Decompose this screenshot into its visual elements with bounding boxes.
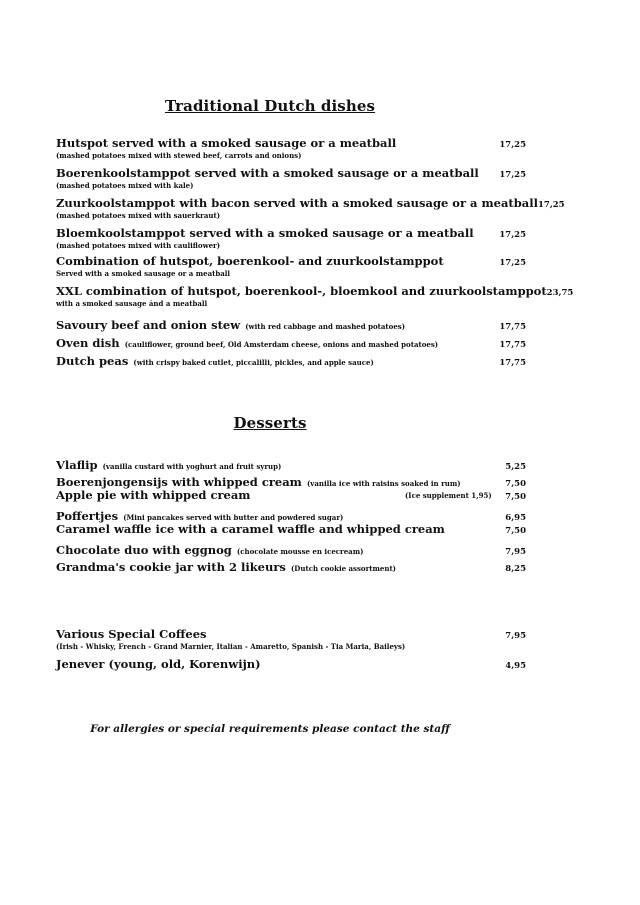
item-price: 17,75 [499,340,526,350]
item-price: 7,95 [505,631,526,641]
item-name: Apple pie with whipped cream [56,488,251,502]
item-description: (Dutch cookie assortment) [291,564,396,573]
menu-item [56,350,526,368]
item-name: Boerenjongensijs with whipped cream [56,475,302,489]
item-price: 17,25 [499,140,526,150]
item-name: Hutspot served with a smoked sausage or a meatball [56,136,397,150]
menu-item [56,454,526,471]
item-description: (vanilla custard with yoghurt and fruit syrup) [102,462,282,471]
item-price: 17,25 [499,170,526,180]
item-price: 17,25 [537,200,565,210]
item-price: 7,50 [505,526,526,536]
menu-item [56,284,574,314]
menu-item [56,314,526,332]
item-description: (chocolate mousse en icecream) [236,547,364,556]
item-name: Savoury beef and onion stew [56,318,241,332]
item-description: (Mini pancakes served with butter and powdered sugar) [123,513,344,522]
item-name: Various Special Coffees [56,627,207,641]
menu-item [56,488,526,505]
item-description: (cauliflower, ground beef, Old Amsterdam cheese, onions and mashed potatoes) [124,340,439,349]
item-price: 17,75 [499,322,526,332]
item-price: 6,95 [505,513,526,523]
item-price: 7,50 [505,479,526,489]
menu-item [56,505,526,522]
menu-item [56,539,526,556]
item-price: 17,25 [499,258,526,268]
item-price: 17,25 [499,230,526,240]
item-name: Boerenkoolstamppot served with a smoked sausage or a meatball [56,166,479,180]
item-name: Dutch peas [56,354,129,368]
menu-item [56,226,526,254]
allergy-notice: For allergies or special requirements please contact the staff [90,723,450,735]
desserts-title: Desserts [233,414,307,432]
item-name: Jenever (young, old, Korenwijn) [56,657,261,671]
main-dishes-list [56,136,574,368]
item-price: 7,95 [505,547,526,557]
item-supplement: (Ice supplement 1,95) [405,491,492,500]
main-dishes-title: Traditional Dutch dishes [164,97,376,115]
item-price: 23,75 [546,288,574,298]
item-description: (mashed potatoes mixed with kale) [56,181,194,190]
menu-item [56,522,526,539]
menu-item [56,332,526,350]
item-name: Combination of hutspot, boerenkool- and zuurkoolstamppot [56,254,444,268]
drinks-list [56,627,526,675]
item-description: Served with a smoked sausage or a meatball [56,269,231,278]
item-name: Chocolate duo with eggnog [56,543,232,557]
item-description: with a smoked sausage ánd a meatball [56,299,208,308]
item-name: Poffertjes [56,509,119,523]
item-description: (with crispy baked cutlet, piccalilli, pickles, and apple sauce) [133,358,374,367]
item-price: 5,25 [505,462,526,472]
menu-item [56,556,526,573]
item-name: Grandma's cookie jar with 2 likeurs [56,560,286,574]
item-name: Caramel waffle ice with a caramel waffle and whipped cream [56,522,445,536]
menu-item [56,657,526,675]
item-name: Oven dish [56,336,120,350]
menu-item [56,196,565,226]
item-description: (mashed potatoes mixed with sauerkraut) [56,211,221,220]
item-description: (vanilla ice with raisins soaked in rum) [306,479,461,488]
menu-item [56,627,526,657]
item-price: 17,75 [499,358,526,368]
item-description: (Irish - Whisky, French - Grand Marnier, Italian - Amaretto, Spanish - Tia Maria, Baileys) [56,642,406,651]
item-name: Vlaflip [56,458,98,472]
item-description: (mashed potatoes mixed with stewed beef, carrots and onions) [56,151,302,160]
menu-item [56,136,526,166]
item-price: 7,50 [505,492,526,502]
item-name: XXL combination of hutspot, boerenkool-, bloemkool and zuurkoolstamppot [56,284,547,298]
item-price: 4,95 [505,661,526,671]
item-price: 8,25 [505,564,526,574]
item-description: (with red cabbage and mashed potatoes) [245,322,406,331]
item-name: Zuurkoolstamppot with bacon served with a smoked sausage or a meatball [56,196,538,210]
menu-item [56,471,526,488]
item-name: Bloemkoolstamppot served with a smoked sausage or a meatball [56,226,474,240]
desserts-list [56,454,526,573]
item-description: (mashed potatoes mixed with cauliflower) [56,241,221,250]
menu-item [56,254,526,284]
menu-item [56,166,526,196]
